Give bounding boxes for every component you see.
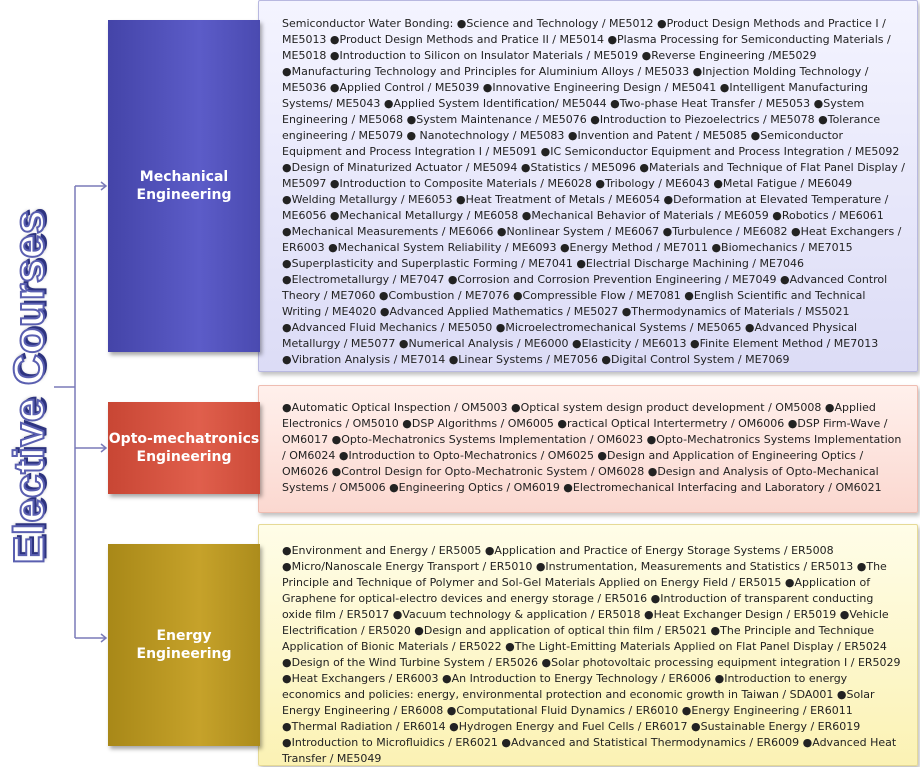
category-mechanical-engineering — [108, 20, 260, 352]
category-energy-engineering — [108, 544, 260, 746]
category-label: Mechanical Engineering — [136, 169, 232, 203]
category-label: Opto-mechatronics Engineering — [108, 431, 260, 465]
category-opto-mechatronics-engineering — [108, 402, 260, 494]
energy-courses-text: ●Environment and Energy / ER5005 ●Application and Practice of Energy Storage Systems / ER5008 ●Micro/Nanoscale Energy Transport / ER5010 ●Instrumentation, Measurements and Statistics / ER5013 ●The Principle and Technique of Polymer and Sol-Gel Materials Applied on Energy Field / ER5015 ●Application of Graphene for optical-electro devices and energy storage / ER5016 ●Introduction of transparent conducting oxide film / ER5017 ●Vacuum technology & application / ER5018 ●Heat Exchanger Design / ER5019 ●Vehicle Electrification / ER5020 ●Design and application of optical thin film / ER5021 ●The Principle and Technique Application of Bionic Materials / ER5022 ●The Light-Emitting Materials Applied on Flat Panel Display / ER5024 ●Design of the Wind Turbine System / ER5026 ●Solar photovoltaic processing equipment integration I / ER5029 ●Heat Exchangers / ER6003 ●An Introduction to Energy Technology / ER6006 ●Introduction to energy economics and policies: energy, environmental protection and economic growth in Taiwan / SDA001 ●Solar Energy Engineering / ER6008 ●Computational Fluid Dynamics / ER6010 ●Energy Engineering / ER6011 ●Thermal Radiation / ER6014 ●Hydrogen Energy and Fuel Cells / ER6017 ●Sustainable Energy / ER6019 ●Introduction to Microfluidics / ER6021 ●Advanced and Statistical Thermodynamics / ER6009 ●Advanced Heat Transfer / ME5049 — [282, 544, 901, 765]
category-label: Energy Engineering — [136, 628, 232, 662]
diagram-title-text: Elective Courses — [5, 209, 54, 565]
mechanical-course-list — [258, 0, 918, 372]
opto-course-list — [258, 385, 918, 513]
mechanical-courses-text: Semiconductor Water Bonding: ●Science and Technology / ME5012 ●Product Design Methods and Practice I / ME5013 ●Product Design Methods and Pratice II / ME5014 ●Plasma Processing for Semiconducting Materials / ME5018 ●Introduction to Silicon on Insulator Materials / ME5019 ●Reverse Engineering /ME5029 ●Manufacturing Technology and Principles for Aluminium Alloys / ME5033 ●Injection Molding Technology / ME5036 ●Applied Control / ME5039 ●Innovative Engineering Design / ME5041 ●Intelligent Manufacturing Systems/ ME5043 ●Applied System Identification/ ME5044 ●Two-phase Heat Transfer / ME5053 ●System Engineering / ME5068 ●System Maintenance / ME5076 ●Introduction to Piezoelectrics / ME5078 ●Tolerance engineering / ME5079 ● Nanotechnology / ME5083 ●Invention and Patent / ME5085 ●Semiconductor Equipment and Process Integration I / ME5091 ●IC Semiconductor Equipment and Process Integration / ME5092 ●Design of Minaturized Actuator / ME5094 ●Statistics / ME5096 ●Materials and Technique of Flat Panel Display / ME5097 ●Introduction to Composite Materials / ME6028 ●Tribology / ME6043 ●Metal Fatigue / ME6049 ●Welding Metallurgy / ME6053 ●Heat Treatment of Metals / ME6054 ●Deformation at Elevated Temperature / ME6056 ●Mechanical Metallurgy / ME6058 ●Mechanical Behavior of Materials / ME6059 ●Robotics / ME6061 ●Mechanical Measurements / ME6066 ●Nonlinear System / ME6067 ●Turbulence / ME6082 ●Heat Exchangers / ER6003 ●Mechanical System Reliability / ME6093 ●Energy Method / ME7011 ●Biomechanics / ME7015 ●Superplasticity and Superplastic Forming / ME7041 ●Electrial Discharge Machining / ME7046 ●Electrometallurgy / ME7047 ●Corrosion and Corrosion Prevention Engineering / ME7049 ●Advanced Control Theory / ME7060 ●Combustion / ME7076 ●Compressible Flow / ME7081 ●English Scientific and Technical Writing / ME4020 ●Advanced Applied Mathematics / ME5027 ●Thermodynamics of Materials / MS5021 ●Advanced Fluid Mechanics / ME5050 ●Microelectromechanical Systems / ME5065 ●Advanced Physical Metallurgy / ME5077 ●Numerical Analysis / ME6000 ●Elasticity / ME6013 ●Finite Element Method / ME7013 ●Vibration Analysis / ME7014 ●Linear Systems / ME7056 ●Digital Control System / ME7069 — [282, 17, 905, 366]
energy-course-list — [258, 524, 918, 766]
opto-courses-text: ●Automatic Optical Inspection / OM5003 ●Optical system design product development / OM5008 ●Applied Electronics / OM5010 ●DSP Algorithms / OM6005 ●ractical Optical Intertermetry / OM6006 ●DSP Firm-Wave / OM6017 ●Opto-Mechatronics Systems Implementation / OM6023 ●Opto-Mechatronics Systems Implementation / OM6024 ●Introduction to Opto-Mechatronics / OM6025 ●Design and Application of Engineering Optics / OM6026 ●Control Design for Opto-Mechatronic System / OM6028 ●Design and Analysis of Opto-Mechanical Systems / OM5006 ●Engineering Optics / OM6019 ●Electromechanical Interfacing and Laboratory / OM6021 — [282, 401, 902, 494]
